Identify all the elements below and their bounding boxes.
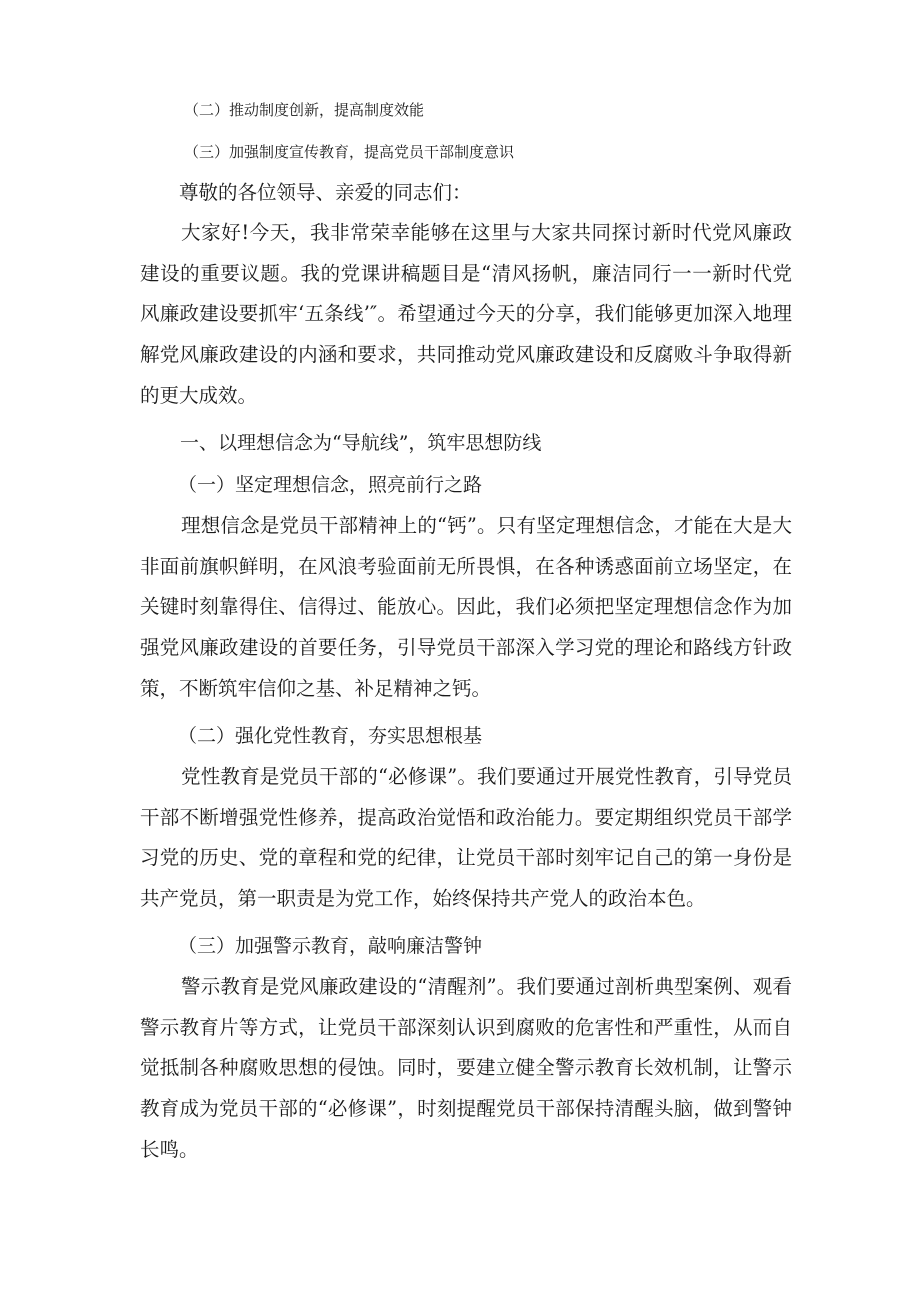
section-1-title: 一、以理想信念为“导航线”，筑牢思想防线 [180, 432, 542, 454]
subsection-1-body: 理想信念是党员干部精神上的“钙”。只有坚定理想信念，才能在大是大非面前旗帜鲜明，在风浪考验面前无所畏惧，在各种诱惑面前立场坚定，在关键时刻靠得住、信得过、能放心。因此，我们必须把坚定理想信念作为加强党风廉政建设的首要任务，引导党员干部深入学习党的理论和路线方针政策，不断筑牢信仰之基、补足精神之钙。 [140, 514, 792, 700]
subsection-1-title: （一）坚定理想信念，照亮前行之路 [178, 474, 483, 496]
subsection-3-body: 警示教育是党风廉政建设的“清醒剂”。我们要通过剖析典型案例、观看警示教育片等方式，让党员干部深刻认识到腐败的危害性和严重性，从而自觉抵制各种腐败思想的侵蚀。同时，要建立健全警示教育长效机制，让警示教育成为党员干部的“必修课”，时刻提醒党员干部保持清醒头脑，做到警钟长鸣。 [140, 975, 792, 1161]
subsection-3-title: （三）加强警示教育，敲响廉洁警钟 [178, 935, 483, 957]
subsection-2-title: （二）强化党性教育，夯实思想根基 [178, 725, 483, 747]
subsection-2-body: 党性教育是党员干部的“必修课”。我们要通过开展党性教育，引导党员干部不断增强党性修养，提高政治觉悟和政治能力。要定期组织党员干部学习党的历史、党的章程和党的纪律，让党员干部时刻牢记自己的第一身份是共产党员，第一职责是为党工作，始终保持共产党人的政治本色。 [140, 765, 792, 911]
outline-item-2: （二）推动制度创新，提高制度效能 [184, 101, 425, 119]
intro-paragraph: 大家好!今天，我非常荣幸能够在这里与大家共同探讨新时代党风廉政建设的重要议题。我的党课讲稿题目是“清风扬帆，廉洁同行一一新时代党风廉政建设要抓牢‘五条线’″。希望通过今天的分享，我们能够更加深入地理解党风廉政建设的内涵和要求，共同推动党风廉政建设和反腐败斗争取得新的更大成效。 [140, 221, 792, 407]
salutation: 尊敬的各位领导、亲爱的同志们： [179, 181, 472, 204]
outline-item-3: （三）加强制度宣传教育，提高党员干部制度意识 [184, 143, 515, 161]
